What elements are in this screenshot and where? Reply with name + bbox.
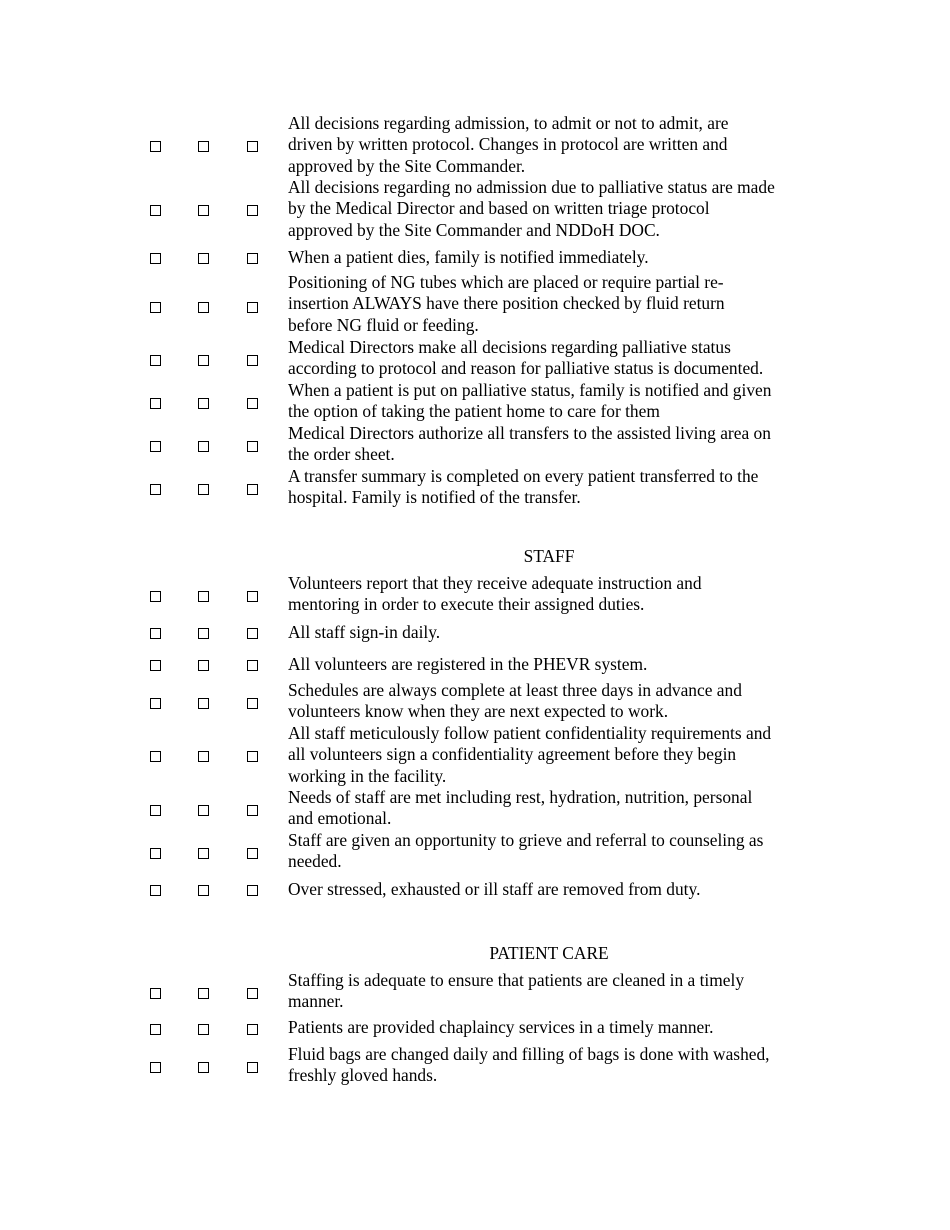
checkbox-col-1[interactable] — [150, 848, 161, 859]
checkbox-col-3[interactable] — [247, 484, 258, 495]
checkbox-col-1[interactable] — [150, 885, 161, 896]
checklist-item-line: Positioning of NG tubes which are placed or require partial re- — [288, 272, 724, 292]
checkbox-col-3[interactable] — [247, 751, 258, 762]
checkbox-col-1[interactable] — [150, 751, 161, 762]
checkbox-col-3[interactable] — [247, 848, 258, 859]
checklist-item-text — [288, 970, 818, 1013]
checklist-item-line: All decisions regarding admission, to admit or not to admit, are — [288, 113, 729, 133]
checklist-item-text — [288, 723, 818, 787]
checkbox-col-1[interactable] — [150, 484, 161, 495]
checklist-item-line: freshly gloved hands. — [288, 1065, 438, 1086]
checklist-item-text — [288, 654, 818, 675]
checklist-item-line: and emotional. — [288, 808, 392, 829]
section-heading-patient-care: PATIENT CARE — [489, 943, 609, 963]
checklist-item-text — [288, 113, 818, 177]
checklist-item-line: Patients are provided chaplaincy services in a timely manner. — [288, 1017, 714, 1037]
checklist-item-line: When a patient is put on palliative status, family is notified and given — [288, 380, 772, 400]
checkbox-col-1[interactable] — [150, 1062, 161, 1073]
checkbox-col-1[interactable] — [150, 141, 161, 152]
checkbox-col-2[interactable] — [198, 751, 209, 762]
checkbox-col-3[interactable] — [247, 302, 258, 313]
checkbox-col-1[interactable] — [150, 628, 161, 639]
checklist-item-line: Medical Directors make all decisions regarding palliative status — [288, 337, 731, 357]
checklist-item-line: approved by the Site Commander and NDDoH DOC. — [288, 219, 660, 240]
checkbox-col-2[interactable] — [198, 141, 209, 152]
checkbox-col-3[interactable] — [247, 253, 258, 264]
checkbox-col-2[interactable] — [198, 660, 209, 671]
checklist-item-text — [288, 622, 818, 643]
checklist-item-text — [288, 466, 818, 509]
checkbox-col-2[interactable] — [198, 988, 209, 999]
checkbox-col-1[interactable] — [150, 591, 161, 602]
checkbox-col-3[interactable] — [247, 1062, 258, 1073]
checklist-item-text — [288, 573, 818, 616]
checklist-item-text — [288, 380, 818, 423]
checklist-item-line: insertion ALWAYS have there position checked by fluid return — [288, 293, 725, 314]
checklist-item-text — [288, 879, 818, 900]
checklist-item-text — [288, 787, 818, 830]
checklist-item-line: A transfer summary is completed on every patient transferred to the — [288, 466, 759, 486]
checkbox-col-2[interactable] — [198, 398, 209, 409]
checkbox-col-2[interactable] — [198, 1062, 209, 1073]
checkbox-col-2[interactable] — [198, 355, 209, 366]
checklist-item-line: Volunteers report that they receive adequate instruction and — [288, 573, 702, 593]
checklist-item-text — [288, 423, 818, 466]
checkbox-col-2[interactable] — [198, 628, 209, 639]
checklist-item-line: all volunteers sign a confidentiality agreement before they begin — [288, 744, 737, 765]
checkbox-col-3[interactable] — [247, 355, 258, 366]
checkbox-col-3[interactable] — [247, 988, 258, 999]
checkbox-col-2[interactable] — [198, 484, 209, 495]
checklist-item-line: the order sheet. — [288, 444, 395, 465]
checklist-item-line: approved by the Site Commander. — [288, 155, 526, 176]
checklist-item-line: working in the facility. — [288, 765, 447, 786]
checkbox-col-3[interactable] — [247, 805, 258, 816]
checkbox-col-2[interactable] — [198, 253, 209, 264]
checkbox-col-3[interactable] — [247, 441, 258, 452]
checkbox-col-3[interactable] — [247, 141, 258, 152]
checklist-item-line: according to protocol and reason for palliative status is documented. — [288, 358, 764, 379]
checklist-item-text — [288, 337, 818, 380]
checklist-item-line: the option of taking the patient home to care for them — [288, 401, 660, 422]
checkbox-col-1[interactable] — [150, 805, 161, 816]
checklist-item-text — [288, 272, 818, 336]
checkbox-col-2[interactable] — [198, 205, 209, 216]
checkbox-col-1[interactable] — [150, 1024, 161, 1035]
checklist-item-line: When a patient dies, family is notified immediately. — [288, 247, 649, 267]
checkbox-col-3[interactable] — [247, 660, 258, 671]
checklist-item-text — [288, 1044, 818, 1087]
checkbox-col-1[interactable] — [150, 660, 161, 671]
checkbox-col-1[interactable] — [150, 988, 161, 999]
checkbox-col-3[interactable] — [247, 1024, 258, 1035]
checkbox-col-1[interactable] — [150, 355, 161, 366]
checklist-item-line: All volunteers are registered in the PHEVR system. — [288, 654, 648, 674]
checkbox-col-3[interactable] — [247, 591, 258, 602]
checkbox-col-2[interactable] — [198, 441, 209, 452]
checklist-item-text — [288, 247, 818, 268]
checklist-item-line: All staff meticulously follow patient confidentiality requirements and — [288, 723, 772, 743]
checklist-item-line: mentoring in order to execute their assigned duties. — [288, 594, 645, 615]
checklist-item-line: driven by written protocol. Changes in protocol are written and — [288, 134, 728, 155]
checkbox-col-1[interactable] — [150, 253, 161, 264]
checkbox-col-1[interactable] — [150, 441, 161, 452]
checklist-item-text — [288, 177, 818, 241]
checklist-item-line: Schedules are always complete at least three days in advance and — [288, 680, 742, 700]
checkbox-col-1[interactable] — [150, 205, 161, 216]
checklist-item-line: by the Medical Director and based on written triage protocol — [288, 198, 710, 219]
checkbox-col-2[interactable] — [198, 698, 209, 709]
checklist-item-line: All decisions regarding no admission due to palliative status are made — [288, 177, 775, 197]
checklist-item-line: before NG fluid or feeding. — [288, 314, 479, 335]
checkbox-col-2[interactable] — [198, 591, 209, 602]
checkbox-col-1[interactable] — [150, 302, 161, 313]
checkbox-col-3[interactable] — [247, 205, 258, 216]
checklist-item-text — [288, 680, 818, 723]
checkbox-col-2[interactable] — [198, 848, 209, 859]
checkbox-col-2[interactable] — [198, 885, 209, 896]
section-heading-staff: STAFF — [523, 546, 575, 566]
checklist-item-line: hospital. Family is notified of the transfer. — [288, 487, 581, 508]
checklist-item-line: volunteers know when they are next expected to work. — [288, 701, 669, 722]
checklist-item-line: manner. — [288, 991, 344, 1012]
checkbox-col-3[interactable] — [247, 628, 258, 639]
checkbox-col-2[interactable] — [198, 1024, 209, 1035]
checkbox-col-2[interactable] — [198, 302, 209, 313]
checklist-item-text — [288, 830, 818, 873]
checklist-item-line: needed. — [288, 851, 342, 872]
checklist-item-line: All staff sign-in daily. — [288, 622, 441, 642]
checklist-item-line: Staff are given an opportunity to grieve and referral to counseling as — [288, 830, 764, 850]
checklist-item-line: Staffing is adequate to ensure that patients are cleaned in a timely — [288, 970, 745, 990]
checkbox-col-1[interactable] — [150, 398, 161, 409]
checkbox-col-3[interactable] — [247, 398, 258, 409]
checkbox-col-1[interactable] — [150, 698, 161, 709]
checklist-item-line: Over stressed, exhausted or ill staff are removed from duty. — [288, 879, 701, 899]
checklist-item-line: Medical Directors authorize all transfers to the assisted living area on — [288, 423, 771, 443]
checkbox-col-3[interactable] — [247, 885, 258, 896]
checklist-item-line: Needs of staff are met including rest, hydration, nutrition, personal — [288, 787, 753, 807]
checkbox-col-3[interactable] — [247, 698, 258, 709]
checkbox-col-2[interactable] — [198, 805, 209, 816]
checklist-item-text — [288, 1017, 818, 1038]
checklist-item-line: Fluid bags are changed daily and filling of bags is done with washed, — [288, 1044, 770, 1064]
